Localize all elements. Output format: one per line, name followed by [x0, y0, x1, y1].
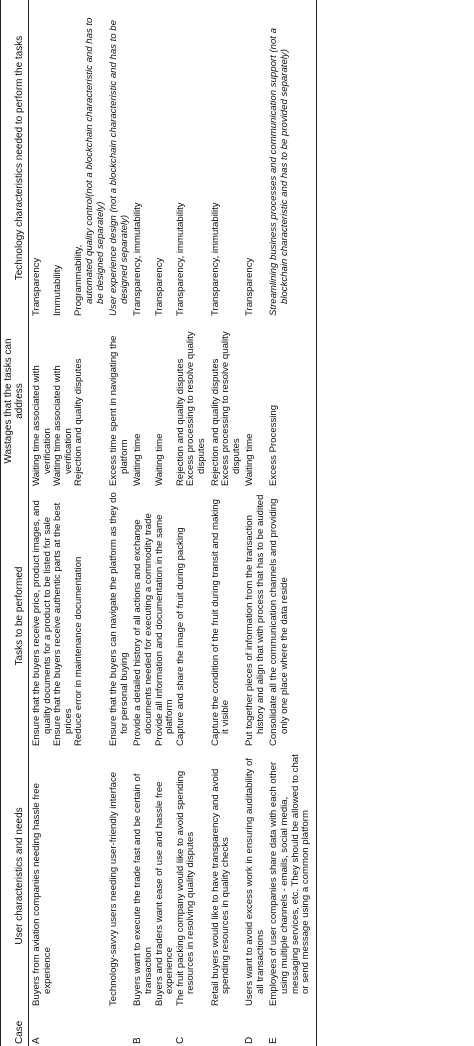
- case-label: [53, 1006, 74, 1046]
- task-cell: Provide a detailed history of all actions and exchange documents needed for executing a commodity trade: [132, 513, 154, 746]
- user-needs-cell: [53, 746, 74, 1006]
- user-needs-cell: [74, 746, 106, 1006]
- task-cell: Reduce error in maintenance documentation: [73, 556, 85, 746]
- user-needs-cell: Buyers want to execute the trade fast and be certain of transaction: [132, 773, 154, 1006]
- technology-cell: Transparency: [244, 257, 256, 316]
- table-row: [155, 0, 176, 1046]
- technology-note-italic: User experience design (not a blockchain characteristic and has to be designed separately): [108, 20, 130, 316]
- table-row: [53, 0, 74, 1046]
- technology-cell: Transparency, immutability: [132, 202, 144, 316]
- case-label: D: [244, 1036, 256, 1044]
- user-needs-cell: Users want to avoid excess work in ensuring auditability of all transactions: [244, 758, 266, 1006]
- table-row: [208, 0, 243, 1046]
- wastage-item: Excess processing to resolve quality disputes: [185, 331, 207, 486]
- table-row: [176, 0, 208, 1046]
- task-cell: Capture and share the image of fruit during packing: [174, 527, 186, 746]
- technology-cell: Immutability: [52, 264, 64, 316]
- user-needs-cell: Buyers from aviation companies needing hassle free experience: [31, 783, 53, 1006]
- wastage-cell: Waiting time: [132, 433, 144, 486]
- task-cell: Ensure that the buyers receive price, product images, and quality documents for a product to be listed for sale: [31, 500, 53, 746]
- technology-cell: Transparency: [31, 257, 42, 316]
- technology-cell: Transparency, immutability: [174, 202, 186, 316]
- case-label: E: [266, 1006, 316, 1046]
- user-needs-cell: Employees of user companies share data with each other using multiple channels - emails, social media, messaging services, etc. They should be allowed to chat or send message using a common platform: [266, 746, 316, 1006]
- wastage-cell: [176, 316, 208, 486]
- table-row: [74, 0, 106, 1046]
- case-label: B: [132, 1037, 144, 1044]
- wastage-cell: Excess time spent in navigating the platform: [108, 335, 130, 486]
- table-row: [130, 0, 154, 1046]
- wastage-cell: Waiting time associated with verification: [31, 365, 53, 486]
- task-cell: Put together pieces of information from the transaction history and align that with process that has to be audited: [244, 494, 266, 746]
- user-needs-cell: Technology-savvy users needing user-friendly interface: [108, 771, 120, 1006]
- table-header-row: [1, 0, 29, 1046]
- user-needs-cell: Buyers and traders want ease of use and hassle free experience: [153, 781, 176, 1006]
- case-label: [155, 1006, 176, 1046]
- wastage-cell: Excess Processing: [266, 316, 316, 486]
- task-cell: Capture the condition of the fruit during transit and making it visible: [209, 499, 232, 746]
- case-label: C: [174, 1036, 186, 1044]
- header-tasks: Tasks to be performed: [1, 486, 29, 746]
- case-label: [106, 1006, 130, 1046]
- wastage-cell: Rejection and quality disputes: [73, 358, 85, 486]
- technology-note-italic: Streamlining business processes and communication support (not a blockchain characteristic and has to be provided separately): [266, 0, 316, 316]
- header-case: Case: [1, 1006, 29, 1046]
- technology-note-italic: automated quality control(not a blockchain characteristic and has to be designed separately): [83, 17, 106, 304]
- task-cell: Provide all information and documentation in the same platform: [153, 514, 176, 746]
- technology-cell: Transparency: [153, 257, 165, 316]
- user-needs-cell: Retail buyers would like to have transparency and avoid spending resources in quality checks: [209, 768, 232, 1006]
- technology-plain-text: Programmability,: [73, 244, 85, 316]
- header-technology: Technology characteristics needed to perform the tasks: [1, 0, 29, 316]
- table-row: [106, 0, 130, 1046]
- case-label: A: [31, 1037, 42, 1044]
- header-user-characteristics: User characteristics and needs: [1, 746, 29, 1006]
- wastage-cell: Waiting time: [153, 433, 165, 486]
- technology-cell: Transparency, immutability: [209, 202, 221, 316]
- wastage-cell: [208, 316, 243, 486]
- wastage-item: Excess processing to resolve quality disputes: [220, 331, 242, 486]
- task-cell: Ensure that the buyers receive authentic parts at the best prices: [52, 502, 74, 746]
- task-cell: Ensure that the buyers can navigate the platform as they do for personal buying: [108, 492, 130, 746]
- table-row: [266, 0, 316, 1046]
- table-row: [242, 0, 266, 1046]
- wastage-item: Rejection and quality disputes: [209, 358, 221, 486]
- technology-cell: [74, 0, 106, 316]
- case-label: [74, 1006, 106, 1046]
- task-cell: Consolidate all the communication channels and providing only one place where the data reside: [266, 486, 316, 746]
- header-wastages: Wastages that the tasks can address: [1, 316, 29, 486]
- wastage-item: Rejection and quality disputes: [174, 358, 186, 486]
- case-label: [208, 1006, 243, 1046]
- user-needs-cell: The fruit packing company would like to avoid spending resources in resolving quality disputes: [174, 770, 197, 1006]
- wastage-cell: Waiting time: [244, 433, 256, 486]
- wastage-cell: Waiting time associated with verification: [52, 365, 74, 486]
- table-row: [29, 0, 54, 1046]
